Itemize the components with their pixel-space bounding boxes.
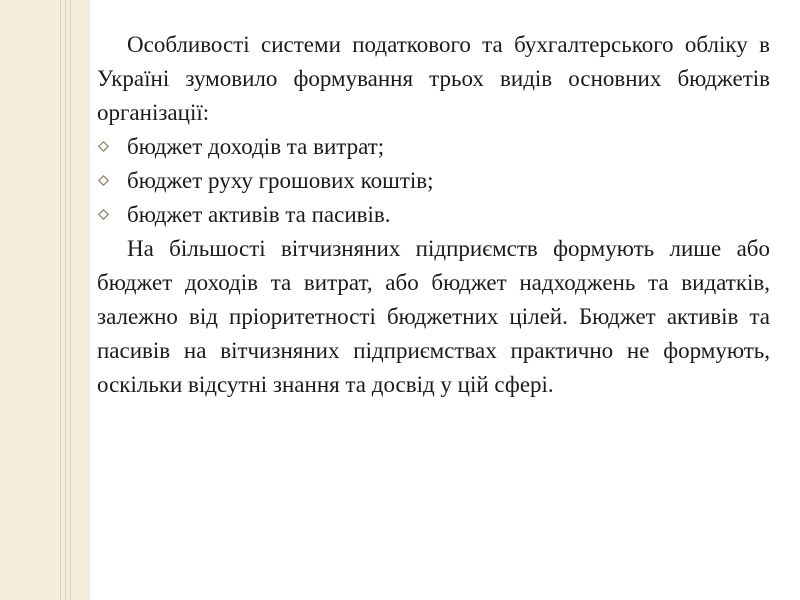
- decorative-line: [60, 0, 61, 600]
- diamond-outline-icon: [98, 209, 109, 220]
- body-paragraph: На більшості вітчизняних підприємств формують лише або бюджет доходів та витрат, або бюджет надходжень та видатків, залежно від пріоритетності бюджетних цілей. Бюджет активів та пасивів на вітчизняних підприємствах практично не формують, оскільки відсутні знання та досвід у цій сфері.: [97, 236, 770, 397]
- intro-paragraph: Особливості системи податкового та бухгалтерського обліку в Україні зумовило формування трьох видів основних бюджетів організації:: [97, 32, 770, 125]
- list-item: [97, 164, 770, 198]
- decorative-line: [70, 0, 71, 600]
- diamond-outline-icon: [98, 141, 109, 152]
- budget-types-list: [97, 130, 770, 232]
- decorative-left-band: [0, 0, 90, 600]
- list-item-text: бюджет руху грошових коштів;: [127, 168, 434, 193]
- decorative-line: [65, 0, 66, 600]
- diamond-outline-icon: [98, 175, 109, 186]
- list-item-text: бюджет активів та пасивів.: [127, 202, 391, 227]
- list-item: [97, 198, 770, 232]
- list-item-text: бюджет доходів та витрат;: [127, 134, 385, 159]
- slide-content: [97, 28, 770, 402]
- list-item: [97, 130, 770, 164]
